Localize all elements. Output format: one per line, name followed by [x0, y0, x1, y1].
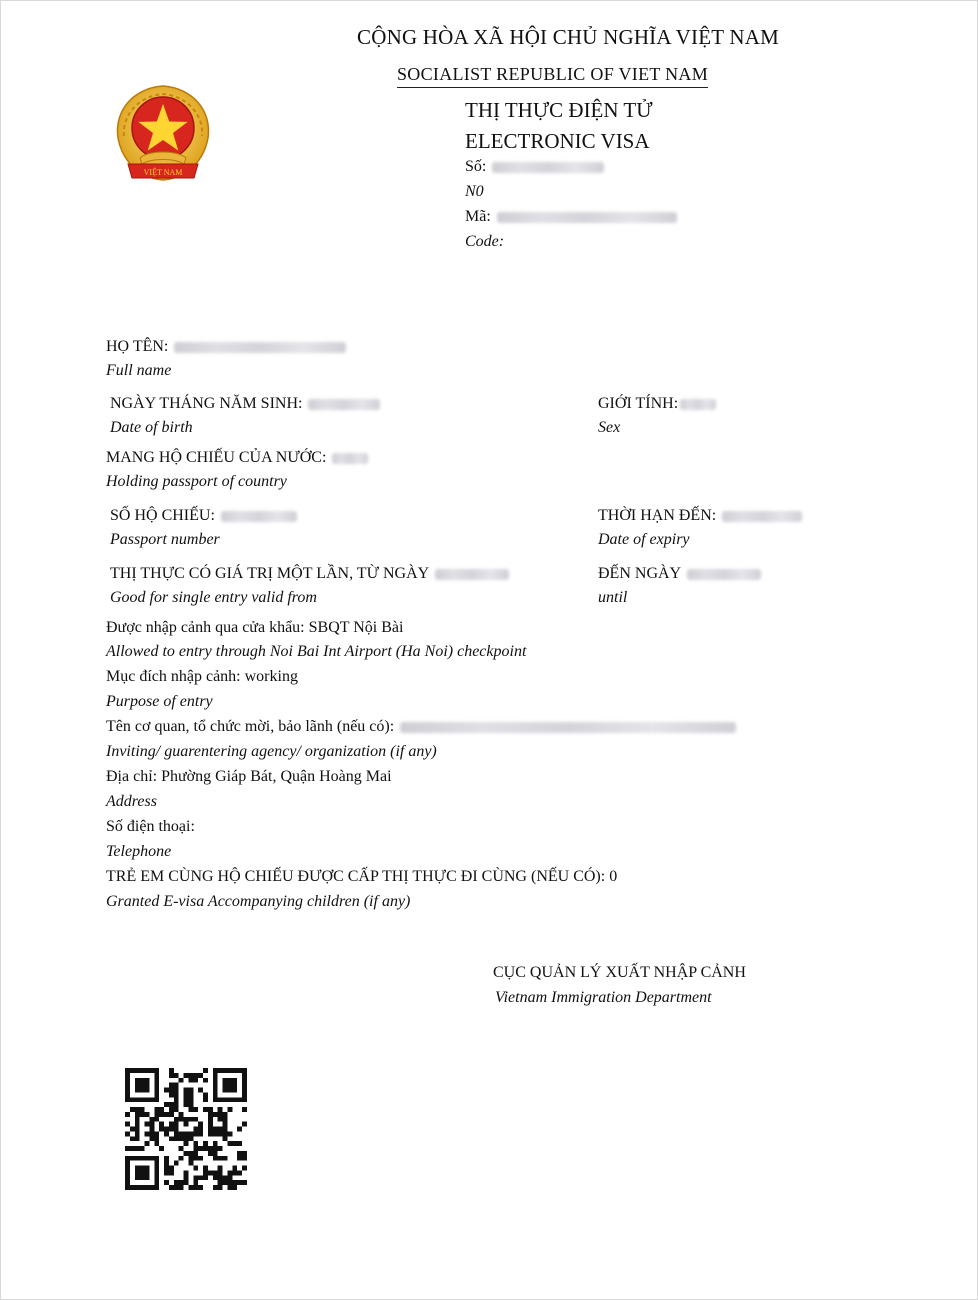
redacted-visa-code [497, 212, 677, 223]
national-emblem-icon [104, 80, 222, 192]
checkpoint-vi: Được nhập cảnh qua cửa khẩu: SBQT Nội Bài [106, 619, 404, 636]
dob-label: NGÀY THÁNG NĂM SINH: [110, 395, 303, 412]
valid-until-label: ĐẾN NGÀY [598, 565, 682, 582]
passport-number-label-en: Passport number [110, 531, 220, 548]
expiry-label: THỜI HẠN ĐẾN: [598, 507, 717, 524]
redacted-nationality [332, 453, 368, 464]
nationality-row [106, 449, 368, 467]
valid-until-row [598, 565, 761, 583]
purpose-en: Purpose of entry [106, 693, 213, 710]
full-name-label-en: Full name [106, 362, 172, 379]
visa-title-en: ELECTRONIC VISA [465, 129, 650, 153]
visa-code-row [465, 208, 677, 226]
visa-number-label: Số: [465, 158, 487, 175]
expiry-label-en: Date of expiry [598, 531, 690, 548]
nationality-label-en: Holding passport of country [106, 473, 287, 490]
redacted-valid-from [435, 569, 509, 580]
agency-row [106, 718, 736, 736]
agency-label-en: Inviting/ guarentering agency/ organization (if any) [106, 743, 437, 760]
children-vi: TRẺ EM CÙNG HỘ CHIẾU ĐƯỢC CẤP THỊ THỰC ĐI CÙNG (NẾU CÓ): 0 [106, 868, 618, 885]
sex-label-en: Sex [598, 419, 621, 436]
redacted-agency [400, 722, 736, 733]
redacted-full-name [174, 342, 346, 353]
visa-title-vi: THỊ THỰC ĐIỆN TỬ [465, 98, 653, 122]
valid-from-label: THỊ THỰC CÓ GIÁ TRỊ MỘT LẦN, TỪ NGÀY [110, 565, 430, 582]
redacted-passport-number [221, 511, 297, 522]
country-name-en: SOCIALIST REPUBLIC OF VIET NAM [397, 64, 708, 88]
passport-number-label: SỐ HỘ CHIẾU: [110, 507, 215, 524]
dob-row [110, 395, 380, 413]
sex-label: GIỚI TÍNH: [598, 395, 679, 412]
department-en: Vietnam Immigration Department [495, 989, 712, 1006]
address-en: Address [106, 793, 157, 810]
valid-until-label-en: until [598, 589, 628, 606]
address-vi: Địa chỉ: Phường Giáp Bát, Quận Hoàng Mai [106, 768, 392, 785]
full-name-label: HỌ TÊN: [106, 338, 169, 355]
visa-number-label-en: N0 [465, 183, 484, 200]
visa-number-row [465, 158, 604, 176]
telephone-vi: Số điện thoại: [106, 818, 195, 835]
redacted-valid-until [687, 569, 761, 580]
agency-label: Tên cơ quan, tổ chức mời, bảo lãnh (nếu có): [106, 718, 395, 735]
valid-from-row [110, 565, 509, 583]
dob-label-en: Date of birth [110, 419, 193, 436]
nationality-label: MANG HỘ CHIẾU CỦA NƯỚC: [106, 449, 327, 466]
qr-code-icon [125, 1068, 247, 1190]
redacted-visa-number [492, 162, 604, 173]
checkpoint-en: Allowed to entry through Noi Bai Int Airport (Ha Noi) checkpoint [106, 643, 527, 660]
expiry-row [598, 507, 802, 525]
valid-from-label-en: Good for single entry valid from [110, 589, 317, 606]
department-vi: CỤC QUẢN LÝ XUẤT NHẬP CẢNH [493, 964, 746, 981]
visa-code-label: Mã: [465, 208, 491, 225]
visa-code-label-en: Code: [465, 233, 505, 250]
children-en: Granted E-visa Accompanying children (if any) [106, 893, 411, 910]
redacted-expiry [722, 511, 802, 522]
emblem-ribbon-text: VIỆT NAM [143, 168, 183, 177]
redacted-dob [308, 399, 380, 410]
telephone-en: Telephone [106, 843, 172, 860]
purpose-vi: Mục đích nhập cảnh: working [106, 668, 298, 685]
sex-row [598, 395, 716, 413]
full-name-row [106, 338, 346, 356]
redacted-sex [680, 399, 716, 410]
passport-number-row [110, 507, 297, 525]
country-name-vi: CỘNG HÒA XÃ HỘI CHỦ NGHĨA VIỆT NAM [357, 25, 779, 49]
